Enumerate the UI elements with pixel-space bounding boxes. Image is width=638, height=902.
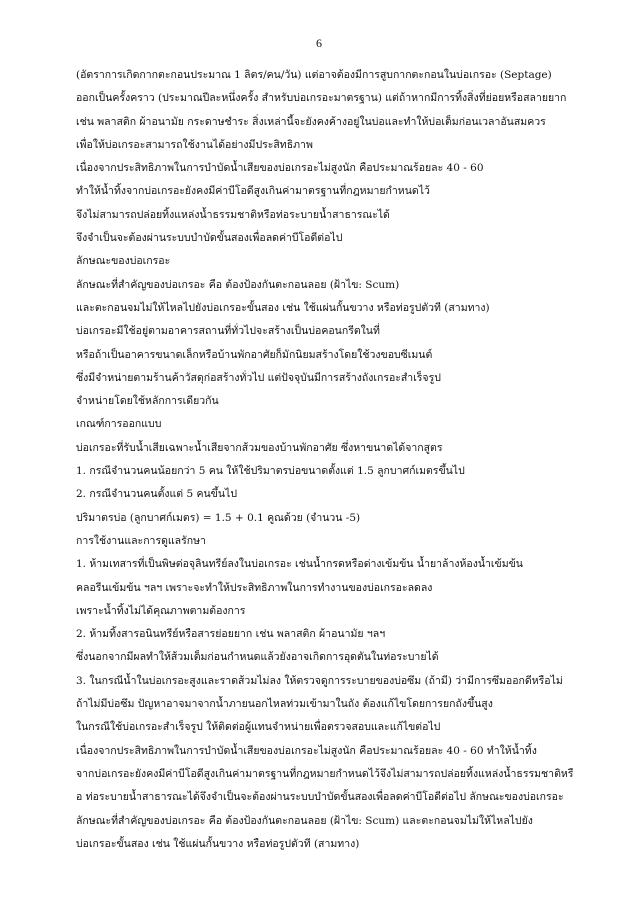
text-line: บ่อเกรอะขั้นสอง เช่น ใช้แผ่นกั้นขวาง หรือท่อรูปตัวที (สามทาง)	[76, 837, 360, 850]
body-text	[76, 64, 596, 856]
text-line: เนื่องจากประสิทธิภาพในการบำบัดน้ำเสียของบ่อเกรอะไม่สูงนัก คือประมาณร้อยละ 40 - 60 ทำให้น้ำทิ้ง	[76, 744, 537, 757]
text-line: เนื่องจากประสิทธิภาพในการบำบัดน้ำเสียของบ่อเกรอะไม่สูงนัก คือประมาณร้อยละ 40 - 60	[76, 162, 484, 175]
text-line: จึงไม่สามารถปล่อยทิ้งแหล่งน้ำธรรมชาติหรือท่อระบายน้ำสาธารณะได้	[76, 208, 390, 221]
text-line: ซึ่งมีจำหน่ายตามร้านค้าวัสดุก่อสร้างทั่วไป แต่ปัจจุบันมีการสร้างถังเกรอะสำเร็จรูป	[76, 371, 441, 384]
text-line: 3. ในกรณีน้ำในบ่อเกรอะสูงและราดส้วมไม่ลง ให้ตรวจดูการระบายของบ่อซึม (ถ้ามี) ว่ามีการซึมออกดีหรือไม่	[76, 674, 563, 687]
text-line: เกณฑ์การออกแบบ	[76, 418, 162, 431]
text-line: เพราะน้ำทิ้งไม่ได้คุณภาพตามต้องการ	[76, 604, 246, 617]
text-line: ถ้าไม่มีบ่อซึม ปัญหาอาจมาจากน้ำภายนอกไหลท่วมเข้ามาในถัง ต้องแก้ไขโดยการยกถังขึ้นสูง	[76, 698, 493, 711]
text-line: บ่อเกรอะมีใช้อยู่ตามอาคารสถานที่ทั่วไปจะสร้างเป็นบ่อคอนกรีตในที่	[76, 325, 380, 338]
text-line: จึงจำเป็นจะต้องผ่านระบบบำบัดขั้นสองเพื่อลดค่าบีโอดีต่อไป	[76, 232, 343, 245]
text-line: เพื่อให้บ่อเกรอะสามารถใช้งานได้อย่างมีประสิทธิภาพ	[76, 138, 313, 151]
text-line: 2. ห้ามทิ้งสารอนินทรีย์หรือสารย่อยยาก เช่น พลาสติก ผ้าอนามัย ฯลฯ	[76, 628, 386, 641]
text-line: จำหน่ายโดยใช้หลักการเดียวกัน	[76, 395, 219, 408]
text-line: (อัตราการเกิดกากตะกอนประมาณ 1 ลิตร/คน/วัน) แต่อาจต้องมีการสูบกากตะกอนในบ่อเกรอะ (Septage)	[76, 69, 552, 81]
page-number: 6	[316, 36, 322, 50]
text-line: ลักษณะที่สำคัญของบ่อเกรอะ คือ ต้องป้องกันตะกอนลอย (ฝ้าไข: Scum) และตะกอนจมไม่ให้ไหลไปยัง	[76, 814, 533, 827]
text-line: ซึ่งนอกจากมีผลทำให้ส้วมเต็มก่อนกำหนดแล้วยังอาจเกิดการอุดตันในท่อระบายได้	[76, 651, 439, 664]
text-line: และตะกอนจมไม่ให้ไหลไปยังบ่อเกรอะขั้นสอง เช่น ใช้แผ่นกั้นขวาง หรือท่อรูปตัวที (สามทาง)	[76, 301, 490, 314]
text-line: บ่อเกรอะที่รับน้ำเสียเฉพาะน้ำเสียจากส้วมของบ้านพักอาศัย ซึ่งหาขนาดได้จากสูตร	[76, 441, 443, 454]
text-line: การใช้งานและการดูแลรักษา	[76, 534, 206, 547]
text-line: 1. ห้ามเทสารที่เป็นพิษต่อจุลินทรีย์ลงในบ่อเกรอะ เช่นน้ำกรดหรือด่างเข้มข้น น้ำยาล้างห้องน้ำเข้มข้น	[76, 558, 523, 571]
text-line: ลักษณะของบ่อเกรอะ	[76, 255, 171, 268]
text-line: ออกเป็นครั้งคราว (ประมาณปีละหนึ่งครั้ง สำหรับบ่อเกรอะมาตรฐาน) แต่ถ้าหากมีการทิ้งสิ่งที่ย่อยหรือสลายยาก	[76, 92, 567, 105]
text-line: คลอรีนเข้มข้น ฯลฯ เพราะจะทำให้ประสิทธิภาพในการทำงานของบ่อเกรอะลดลง	[76, 581, 433, 594]
text-line: ลักษณะที่สำคัญของบ่อเกรอะ คือ ต้องป้องกันตะกอนลอย (ฝ้าไข: Scum)	[76, 278, 400, 291]
text-line: อ ท่อระบายน้ำสาธารณะได้จึงจำเป็นจะต้องผ่านระบบบำบัดขั้นสองเพื่อลดค่าบีโอดีต่อไป ลักษณะของบ่อเกรอะ	[76, 791, 564, 804]
text-line: หรือถ้าเป็นอาคารขนาดเล็กหรือบ้านพักอาศัยก็มักนิยมสร้างโดยใช้วงขอบซีเมนต์	[76, 348, 433, 361]
text-line: 1. กรณีจำนวนคนน้อยกว่า 5 คน ให้ใช้ปริมาตรบ่อขนาดตั้งแต่ 1.5 ลูกบาศก์เมตรขึ้นไป	[76, 465, 465, 478]
text-line: ในกรณีใช้บ่อเกรอะสำเร็จรูป ให้ติดต่อผู้แทนจำหน่ายเพื่อตรวจสอบและแก้ไขต่อไป	[76, 721, 441, 734]
text-line: 2. กรณีจำนวนคนตั้งแต่ 5 คนขึ้นไป	[76, 488, 237, 501]
text-line: จากบ่อเกรอะยังคงมีค่าบีโอดีสูงเกินค่ามาตรฐานที่กฎหมายกำหนดไว้จึงไม่สามารถปล่อยทิ้งแหล่งน้ำธรรมชาติหรื	[76, 767, 574, 780]
text-line: ทำให้น้ำทิ้งจากบ่อเกรอะยังคงมีค่าบีโอดีสูงเกินค่ามาตรฐานที่กฎหมายกำหนดไว้	[76, 185, 430, 198]
text-line: เช่น พลาสติก ผ้าอนามัย กระดาษชำระ สิ่งเหล่านี้จะยังคงค้างอยู่ในบ่อและทำให้บ่อเต็มก่อนเวลาอันสมควร	[76, 115, 546, 128]
text-line: ปริมาตรบ่อ (ลูกบาศก์เมตร) = 1.5 + 0.1 คูณด้วย (จำนวน -5)	[76, 511, 361, 524]
